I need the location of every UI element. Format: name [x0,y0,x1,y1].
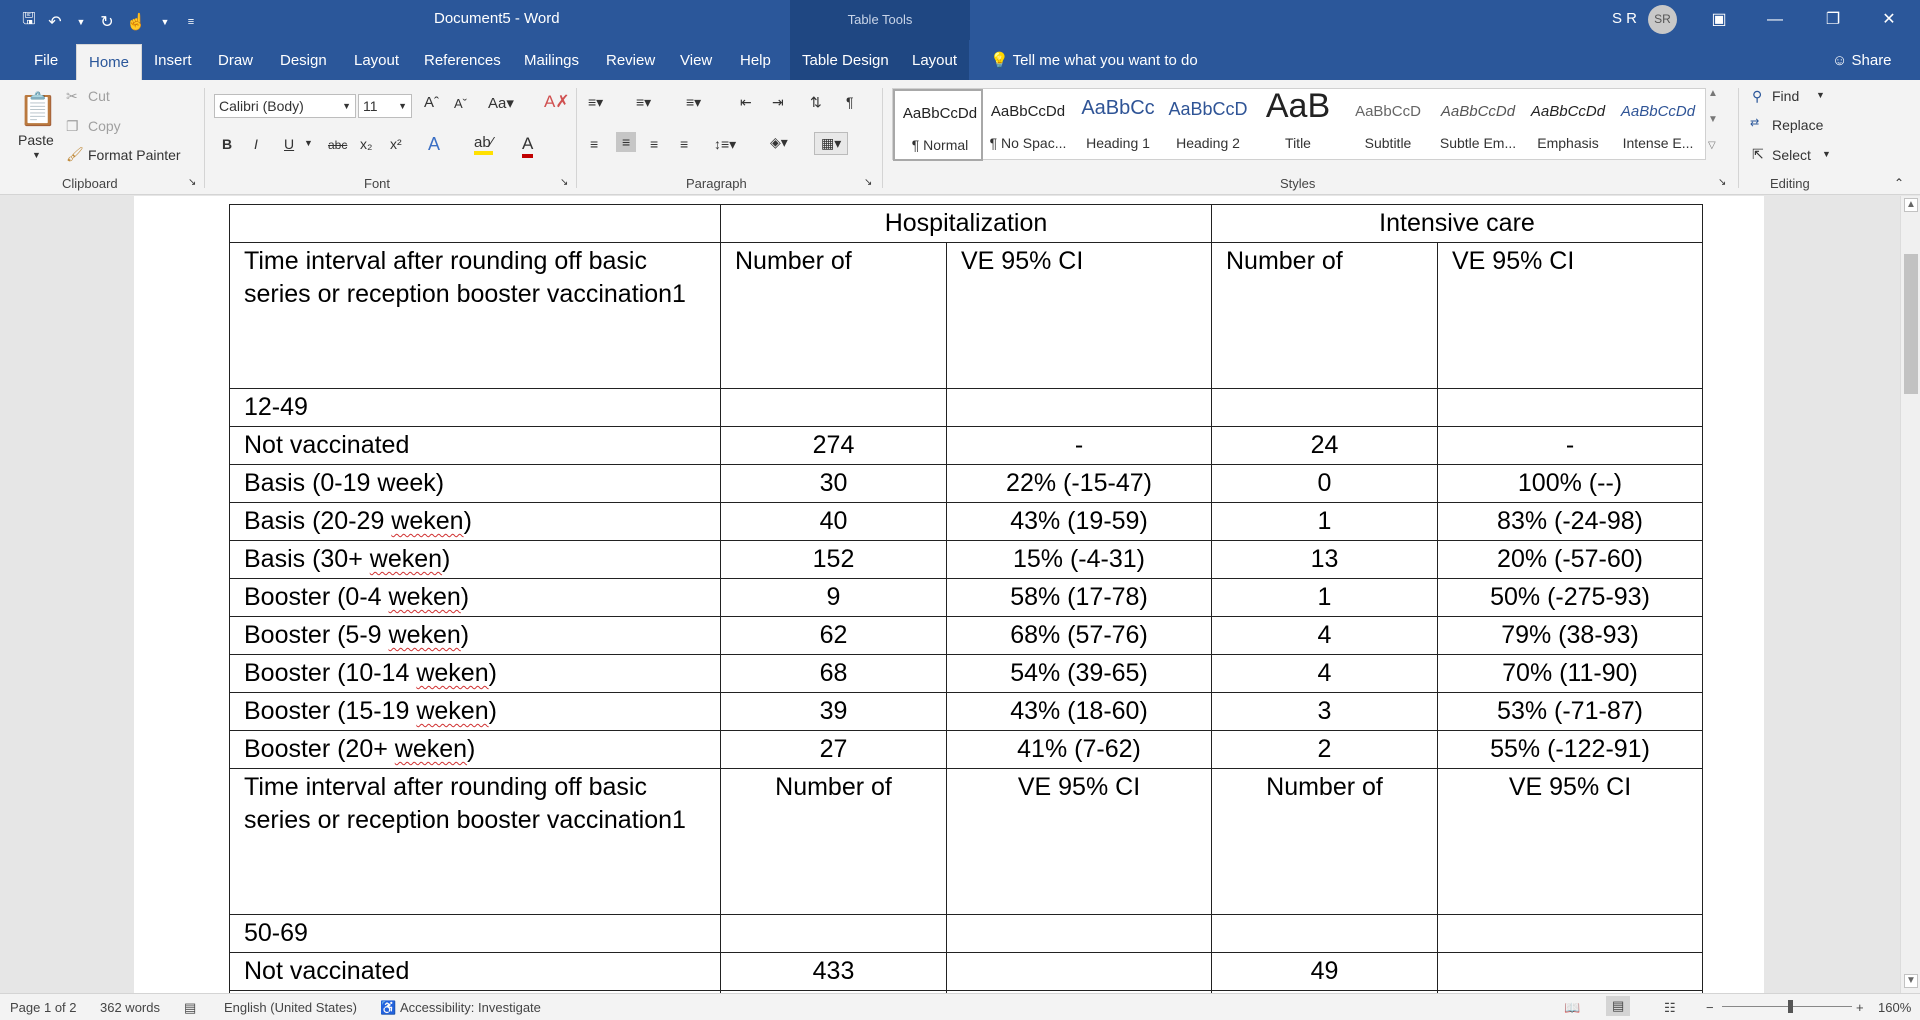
increase-indent-icon[interactable]: ⇥ [772,94,784,110]
title-bar [0,0,1920,40]
chevron-down-icon[interactable]: ▼ [1822,149,1831,159]
italic-icon[interactable]: I [254,136,258,152]
select-icon[interactable]: ⇱ [1752,146,1764,162]
table-row [230,427,1703,465]
ic-ve[interactable]: 83% (-24-98) [1438,503,1703,541]
tell-me-label: Tell me what you want to do [1012,52,1198,69]
align-right-icon[interactable]: ≡ [650,136,659,152]
ic-ve[interactable]: - [1438,427,1703,465]
word-count[interactable]: 362 words [100,1000,160,1015]
copy-button[interactable]: Copy [88,118,121,134]
font-size-combo[interactable] [358,94,412,118]
table-cell[interactable] [230,205,721,243]
clipboard-launcher-icon[interactable]: ↘ [188,177,197,188]
style-sample: AaBbCcDd [1620,103,1696,120]
line-spacing-icon[interactable]: ↕≡▾ [714,136,737,152]
font-launcher-icon[interactable]: ↘ [560,177,569,188]
style-no-spacing[interactable] [983,89,1073,161]
chevron-down-icon[interactable]: ▼ [304,138,313,148]
table-row [230,693,1703,731]
page [134,196,1764,993]
col-time-header[interactable]: Time interval after rounding off basic series or reception booster vaccination1 [230,769,721,915]
accessibility-status[interactable]: Accessibility: Investigate [400,1000,541,1015]
avatar[interactable]: SR [1648,5,1677,34]
col-time-header[interactable]: Time interval after rounding off basic series or reception booster vaccination1 [230,243,721,389]
numbering-icon[interactable]: ≡▾ [636,94,652,110]
style-sample: AaBbCc [1081,97,1155,119]
spelling-flag[interactable]: weken [394,735,468,763]
user-name[interactable]: S R [1612,10,1638,27]
col-ve-header[interactable]: VE 95% CI [1438,243,1703,389]
font-color-icon[interactable]: A [522,134,533,158]
ic-number[interactable]: 3 [1212,693,1438,731]
ic-ve[interactable]: 79% (38-93) [1438,617,1703,655]
hosp-ve[interactable]: 54% (39-65) [947,655,1212,693]
ic-ve[interactable] [1438,953,1703,991]
zoom-out-icon[interactable]: − [1706,1000,1714,1015]
separator [204,88,205,188]
style-name: Title [1285,135,1311,151]
row-label[interactable]: Basis (30+ weken) [230,541,721,579]
style-sample: AaBbCcDd [1530,103,1606,120]
table-row [230,769,1703,915]
font-size-value: 11 [363,98,378,114]
align-left-icon[interactable]: ≡ [590,136,599,152]
table-cell[interactable] [1212,389,1438,427]
zoom-slider-thumb[interactable] [1788,1000,1793,1013]
hosp-number[interactable]: 433 [721,953,947,991]
scroll-down-icon[interactable]: ▼ [1904,974,1918,988]
age-group-cell[interactable]: 12-49 [230,389,721,427]
tab-file[interactable]: File [34,52,59,69]
paragraph-launcher-icon[interactable]: ↘ [864,177,873,188]
style-subtitle[interactable] [1343,89,1433,161]
table-row [230,465,1703,503]
table-row [230,503,1703,541]
replace-button[interactable]: Replace [1772,117,1824,133]
table-tools-label: Table Tools [847,12,913,27]
table-row [230,389,1703,427]
font-family-value: Calibri (Body) [219,98,304,114]
ic-number[interactable]: 0 [1212,465,1438,503]
table-row [230,617,1703,655]
language[interactable]: English (United States) [224,1000,357,1015]
table-row [230,915,1703,953]
spelling-flag[interactable]: weken [416,659,489,687]
tab-references[interactable]: References [424,52,501,69]
hosp-ve[interactable]: 43% (18-60) [947,693,1212,731]
close-icon[interactable]: ✕ [1882,11,1896,28]
col-ve-header[interactable]: VE 95% CI [947,243,1212,389]
separator [576,88,577,188]
table-cell[interactable] [721,915,947,953]
ic-number[interactable]: 13 [1212,541,1438,579]
hosp-number[interactable]: 39 [721,693,947,731]
zoom-in-icon[interactable]: + [1856,1000,1864,1015]
hosp-number[interactable]: 274 [721,427,947,465]
ic-number[interactable]: 1 [1212,579,1438,617]
chevron-down-icon: ▼ [398,101,407,111]
style-heading-1[interactable] [1073,89,1163,161]
shrink-font-icon[interactable]: Aˇ [454,96,467,111]
hosp-number[interactable]: 62 [721,617,947,655]
age-group-cell[interactable]: 50-69 [230,915,721,953]
hosp-number[interactable]: 9 [721,579,947,617]
decrease-indent-icon[interactable]: ⇤ [740,94,752,110]
status-bar [0,993,1920,1020]
proofing-icon[interactable]: ▤ [184,1000,197,1015]
row-label[interactable]: Basis (20-29 weken) [230,503,721,541]
paste-dropdown-icon[interactable]: ▼ [32,150,41,160]
style-name: Heading 1 [1086,135,1150,151]
person-icon: ☺ [1832,52,1848,69]
hosp-number[interactable]: 40 [721,503,947,541]
spelling-flag[interactable]: weken [388,583,461,611]
row-label[interactable]: Not vaccinated [230,427,721,465]
row-label[interactable]: Not vaccinated [230,953,721,991]
ic-ve[interactable]: 55% (-122-91) [1438,731,1703,769]
redo-icon[interactable]: ↻ [100,13,114,31]
minimize-icon[interactable]: — [1767,11,1783,28]
shading-icon[interactable]: ◈▾ [770,134,788,150]
vertical-scrollbar[interactable] [1900,196,1920,993]
col-number-header[interactable]: Number of [1212,769,1438,915]
accessibility-icon[interactable]: ♿ [380,1000,397,1015]
styles-group-label: Styles [1280,176,1316,191]
separator [882,88,883,188]
style-name: Intense E... [1622,135,1694,151]
borders-icon[interactable]: ▦▾ [814,132,848,155]
table-cell[interactable] [1438,915,1703,953]
tab-design[interactable]: Design [280,52,327,69]
style-sample: AaBbCcDd [1440,103,1516,120]
table-cell[interactable] [1212,915,1438,953]
table-row [230,655,1703,693]
cut-icon[interactable]: ✂ [66,88,78,104]
style-name: Heading 2 [1176,135,1240,151]
style-normal[interactable] [893,89,983,161]
page-count[interactable]: Page 1 of 2 [10,1000,77,1015]
header-intensive-care[interactable]: Intensive care [1212,205,1703,243]
restore-icon[interactable]: ❐ [1825,11,1841,28]
hosp-ve[interactable]: 22% (-15-47) [947,465,1212,503]
chevron-down-icon: ▼ [342,101,351,111]
tab-mailings[interactable]: Mailings [524,52,580,69]
hosp-number[interactable]: 27 [721,731,947,769]
change-case-icon[interactable]: Aa▾ [488,95,514,112]
spelling-flag[interactable]: weken [369,545,443,573]
styles-more-icon[interactable]: ▽ [1708,140,1716,151]
paste-button[interactable]: Paste [18,132,54,148]
table-row [230,953,1703,991]
table-row [230,731,1703,769]
style-name: Subtle Em... [1439,135,1517,151]
row-label[interactable]: Booster (10-14 weken) [230,655,721,693]
find-icon[interactable]: ⚲ [1752,88,1763,104]
select-button[interactable]: Select [1772,147,1811,163]
clipboard-group-label: Clipboard [62,176,118,191]
tab-draw[interactable]: Draw [218,52,254,69]
row-label[interactable]: Booster (5-9 weken) [230,617,721,655]
vaccine-effectiveness-table [229,204,1703,993]
hosp-number[interactable]: 68 [721,655,947,693]
ribbon-home [0,80,1920,195]
cut-button[interactable]: Cut [88,88,110,104]
spelling-flag[interactable]: weken [416,697,489,725]
bullets-icon[interactable]: ≡▾ [588,94,604,110]
row-label[interactable]: Booster (0-4 weken) [230,579,721,617]
grow-font-icon[interactable]: Aˆ [424,94,439,111]
tab-review[interactable]: Review [606,52,656,69]
style-emphasis[interactable] [1523,89,1613,161]
justify-icon[interactable]: ≡ [680,136,689,152]
style-heading-2[interactable] [1163,89,1253,161]
style-name: Emphasis [1537,135,1599,151]
ribbon-display-options-icon[interactable]: ▣ [1711,11,1727,28]
read-mode-icon[interactable]: 📖 [1564,1000,1581,1015]
style-sample: AaBbCcD [1168,99,1248,119]
style-sample: AaB [1265,87,1331,125]
tell-me-search[interactable] [990,40,1198,82]
ic-number[interactable]: 49 [1212,953,1438,991]
editing-group-label: Editing [1770,176,1810,191]
ic-number[interactable]: 4 [1212,617,1438,655]
scrollbar-thumb[interactable] [1904,254,1918,394]
style-sample: AaBbCcD [1355,103,1421,120]
styles-scroll-down-icon[interactable]: ▼ [1708,114,1718,125]
undo-dropdown-icon[interactable]: ▼ [76,16,86,27]
table-row [230,243,1703,389]
table-row [230,205,1703,243]
ribbon-tabs [0,40,1920,80]
style-title[interactable] [1253,89,1343,161]
hosp-ve[interactable]: 68% (57-76) [947,617,1212,655]
row-label[interactable]: Booster (15-19 weken) [230,693,721,731]
col-ve-header[interactable]: VE 95% CI [1438,769,1703,915]
ic-ve[interactable]: 50% (-275-93) [1438,579,1703,617]
share-button[interactable] [1832,40,1892,82]
share-label: Share [1851,52,1892,69]
styles-launcher-icon[interactable]: ↘ [1718,177,1727,188]
spelling-flag[interactable]: weken [391,507,464,535]
ic-number[interactable]: 4 [1212,655,1438,693]
style-sample: AaBbCcDd [990,103,1066,120]
hosp-ve[interactable]: 41% (7-62) [947,731,1212,769]
table-cell[interactable] [1438,389,1703,427]
ic-number[interactable]: 2 [1212,731,1438,769]
tab-layout[interactable]: Layout [354,52,400,69]
style-intense-emphasis[interactable] [1613,89,1703,161]
touch-dropdown-icon[interactable]: ▼ [160,16,170,27]
hosp-ve[interactable]: 58% (17-78) [947,579,1212,617]
font-family-combo[interactable] [214,94,356,118]
undo-icon[interactable]: ↶ [48,13,62,31]
ic-number[interactable]: 1 [1212,503,1438,541]
scroll-up-icon[interactable]: ▲ [1904,198,1918,212]
subscript-icon[interactable]: x₂ [360,136,373,152]
web-layout-icon[interactable]: ☷ [1664,1000,1676,1015]
hosp-ve[interactable]: 15% (-4-31) [947,541,1212,579]
bold-icon[interactable]: B [222,136,233,152]
hosp-number[interactable]: 30 [721,465,947,503]
styles-gallery [892,88,1706,160]
save-icon[interactable]: 🖫 [22,11,36,28]
document-area [0,196,1900,993]
tab-insert[interactable]: Insert [154,52,192,69]
style-sample: AaBbCcDd [902,105,978,122]
format-painter-icon[interactable]: 🖌 [66,146,84,162]
copy-icon[interactable]: ❐ [66,118,79,134]
tab-help[interactable]: Help [740,52,771,69]
lightbulb-icon: 💡 [990,52,1009,69]
tab-table-design[interactable]: Table Design [790,40,901,80]
print-layout-icon[interactable]: ▤ [1606,996,1630,1016]
row-label[interactable]: Basis (0-19 week) [230,465,721,503]
superscript-icon[interactable]: x² [390,136,402,152]
format-painter-button[interactable]: Format Painter [88,147,181,163]
find-button[interactable]: Find [1772,88,1800,104]
customize-qat-icon[interactable]: ≡ [187,15,195,28]
chevron-down-icon[interactable]: ▼ [1816,90,1825,100]
zoom-slider[interactable] [1722,1006,1852,1007]
header-hospitalization[interactable]: Hospitalization [721,205,1212,243]
tab-home[interactable]: Home [76,44,142,80]
table-cell[interactable] [721,389,947,427]
clear-formatting-icon[interactable]: A✗ [544,92,570,111]
table-row [230,579,1703,617]
touch-mode-icon[interactable]: ☝ [126,13,146,31]
ic-ve[interactable]: 70% (11-90) [1438,655,1703,693]
separator [1738,88,1739,188]
row-label[interactable]: Booster (20+ weken) [230,731,721,769]
styles-scroll-up-icon[interactable]: ▲ [1708,88,1718,99]
spelling-flag[interactable]: weken [388,621,461,649]
quick-access-toolbar [22,8,198,35]
ic-ve[interactable]: 53% (-71-87) [1438,693,1703,731]
table-row [230,541,1703,579]
paste-icon[interactable]: 📋 [18,91,58,127]
hosp-ve[interactable] [947,953,1212,991]
style-name: ¶ Normal [911,137,969,153]
underline-icon[interactable]: U [284,136,295,152]
col-ve-header[interactable]: VE 95% CI [947,769,1212,915]
col-number-header[interactable]: Number of [1212,243,1438,389]
document-title: Document5 - Word [434,10,560,27]
style-name: ¶ No Spac... [989,135,1067,151]
style-subtle-emphasis[interactable] [1433,89,1523,161]
zoom-level[interactable]: 160% [1878,1000,1912,1015]
sort-icon[interactable]: ⇅ [810,94,822,110]
font-group-label: Font [364,176,391,191]
ic-ve[interactable]: 20% (-57-60) [1438,541,1703,579]
table-cell[interactable] [947,389,1212,427]
hosp-ve[interactable]: 43% (19-59) [947,503,1212,541]
show-formatting-marks-icon[interactable]: ¶ [846,94,854,110]
align-center-icon[interactable]: ≡ [616,132,636,152]
tab-view[interactable]: View [680,52,713,69]
hosp-number[interactable]: 152 [721,541,947,579]
text-effects-icon[interactable]: A [428,134,441,154]
col-number-header[interactable]: Number of [721,769,947,915]
multilevel-list-icon[interactable]: ≡▾ [686,94,702,110]
hosp-ve[interactable]: - [947,427,1212,465]
strikethrough-icon[interactable]: abc [328,138,348,152]
style-name: Subtitle [1364,135,1412,151]
ic-ve[interactable]: 100% (--) [1438,465,1703,503]
highlight-icon[interactable]: ab⁄ [474,134,493,155]
paragraph-group-label: Paragraph [686,176,747,191]
collapse-ribbon-icon[interactable]: ⌃ [1894,176,1905,190]
replace-icon[interactable]: ⇄ [1750,117,1760,129]
col-number-header[interactable]: Number of [721,243,947,389]
tab-table-layout[interactable]: Layout [900,40,969,80]
table-cell[interactable] [947,915,1212,953]
ic-number[interactable]: 24 [1212,427,1438,465]
